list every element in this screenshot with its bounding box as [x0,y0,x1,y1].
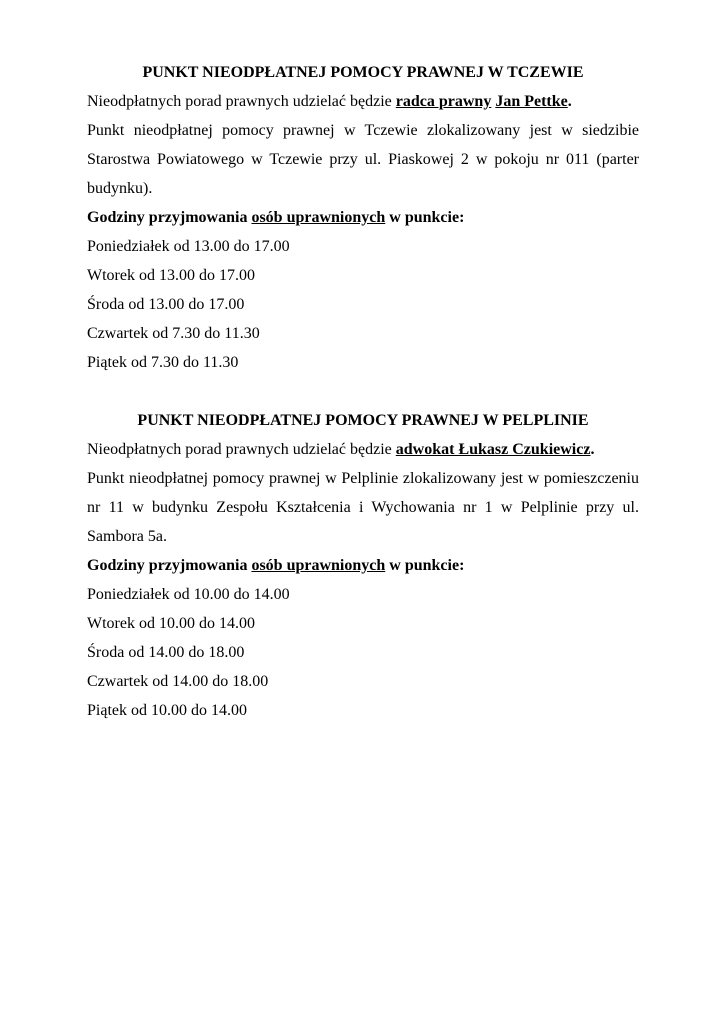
hours-heading-suffix: w punkcie: [385,209,465,226]
hours-line-wednesday: Środa od 13.00 do 17.00 [87,296,245,313]
hours-heading [87,551,639,580]
advisor-line [87,435,639,464]
advisor-name: Jan Pettke [495,93,568,110]
hours-heading-prefix: Godziny przyjmowania [87,209,252,226]
hours-line-tuesday: Wtorek od 13.00 do 17.00 [87,267,255,284]
hours-heading-underlined: osób uprawnionych [251,557,386,574]
hours-heading-suffix: w punkcie: [385,557,465,574]
advisor-prefix: Nieodpłatnych porad prawnych udzielać będzie [87,93,396,110]
section-pelplin [87,406,639,725]
hours-line-monday: Poniedziałek od 13.00 do 17.00 [87,238,290,255]
document-page [87,58,639,725]
section-title: PUNKT NIEODPŁATNEJ POMOCY PRAWNEJ W TCZEWIE [142,64,584,81]
advisor-role: radca prawny [395,93,492,110]
location-paragraph: Punkt nieodpłatnej pomocy prawnej w Tczewie zlokalizowany jest w siedzibie Starostwa Powiatowego w Tczewie przy ul. Piaskowej 2 w pokoju nr 011 (parter budynku). [87,122,639,197]
advisor-prefix: Nieodpłatnych porad prawnych udzielać będzie [87,441,396,458]
hours-line-thursday: Czwartek od 14.00 do 18.00 [87,673,269,690]
location-paragraph: Punkt nieodpłatnej pomocy prawnej w Pelplinie zlokalizowany jest w pomieszczeniu nr 11 w budynku Zespołu Kształcenia i Wychowania nr 1 w Pelplinie przy ul. Sambora 5a. [87,470,639,545]
section-spacer [87,377,639,406]
hours-line-friday: Piątek od 10.00 do 14.00 [87,702,247,719]
section-tczew [87,58,639,377]
hours-line-wednesday: Środa od 14.00 do 18.00 [87,644,245,661]
hours-line-friday: Piątek od 7.30 do 11.30 [87,354,239,371]
advisor-suffix: . [567,93,572,110]
advisor-suffix: . [590,441,595,458]
hours-line-thursday: Czwartek od 7.30 do 11.30 [87,325,260,342]
advisor-full: adwokat Łukasz Czukiewicz [395,441,591,458]
hours-heading-underlined: osób uprawnionych [251,209,386,226]
hours-heading [87,203,639,232]
hours-line-tuesday: Wtorek od 10.00 do 14.00 [87,615,255,632]
hours-line-monday: Poniedziałek od 10.00 do 14.00 [87,586,290,603]
advisor-line [87,87,639,116]
section-title: PUNKT NIEODPŁATNEJ POMOCY PRAWNEJ W PELPLINIE [137,412,589,429]
hours-heading-prefix: Godziny przyjmowania [87,557,252,574]
